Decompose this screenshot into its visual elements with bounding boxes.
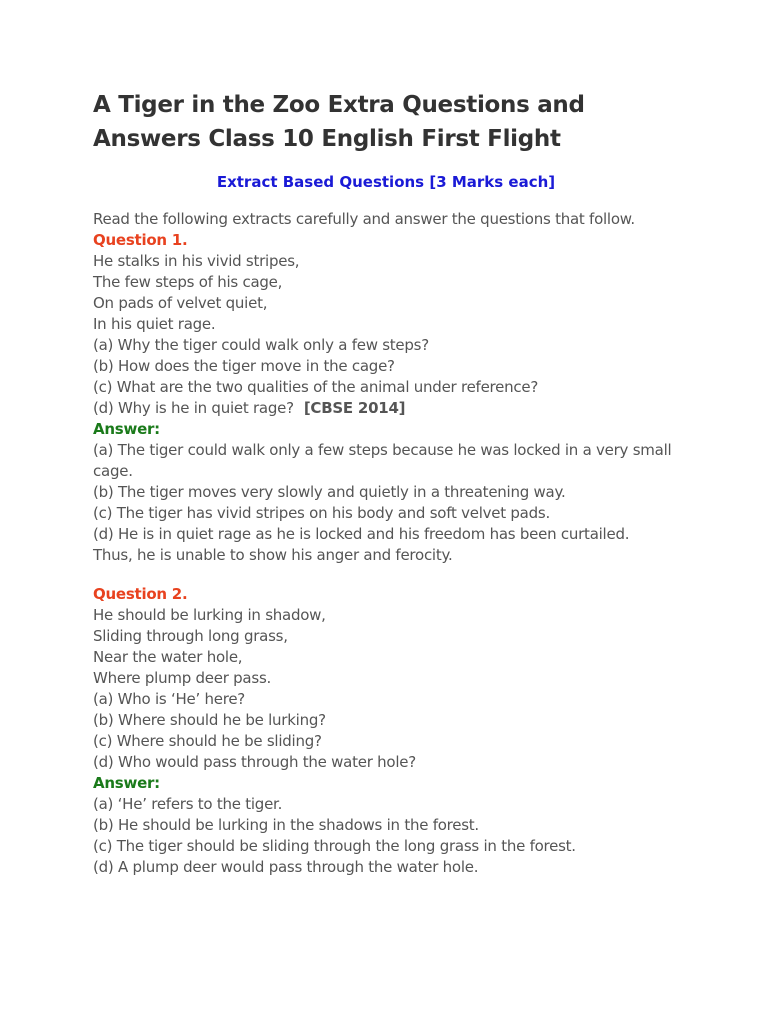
question-2-block [93, 584, 693, 878]
answer-item: Thus, he is unable to show his anger and ferocity. [93, 546, 453, 564]
page-title: A Tiger in the Zoo Extra Questions and Answers Class 10 English First Flight [93, 92, 585, 152]
question-item: (c) Where should he be sliding? [93, 732, 322, 750]
answer-item: (a) The tiger could walk only a few steps because he was locked in a very small cage. [93, 441, 672, 480]
question-item: (a) Who is ‘He’ here? [93, 690, 246, 708]
question-item: (b) Where should he be lurking? [93, 711, 326, 729]
question-item: (a) Why the tiger could walk only a few steps? [93, 336, 429, 354]
intro-text: Read the following extracts carefully and answer the questions that follow. [93, 210, 635, 228]
answer-2-heading: Answer: [93, 774, 160, 792]
extract-line: On pads of velvet quiet, [93, 294, 268, 312]
answer-1-heading: Answer: [93, 420, 160, 438]
extract-line: Near the water hole, [93, 648, 243, 666]
extract-line: The few steps of his cage, [93, 273, 283, 291]
document-page [93, 88, 693, 876]
section-subtitle: Extract Based Questions [3 Marks each] [216, 173, 556, 191]
question-item: (d) Who would pass through the water hole? [93, 753, 416, 771]
answer-item: (b) He should be lurking in the shadows in the forest. [93, 816, 479, 834]
answer-item: (a) ‘He’ refers to the tiger. [93, 795, 283, 813]
answer-item: (b) The tiger moves very slowly and quietly in a threatening way. [93, 483, 566, 501]
question-2-heading: Question 2. [93, 585, 188, 603]
question-1-block [93, 230, 693, 566]
question-item: (c) What are the two qualities of the animal under reference? [93, 378, 539, 396]
question-item: (b) How does the tiger move in the cage? [93, 357, 395, 375]
extract-line: He stalks in his vivid stripes, [93, 252, 300, 270]
question-1-heading: Question 1. [93, 231, 188, 249]
answer-item: (c) The tiger has vivid stripes on his body and soft velvet pads. [93, 504, 550, 522]
exam-tag: [CBSE 2014] [303, 399, 406, 417]
answer-item: (c) The tiger should be sliding through the long grass in the forest. [93, 837, 576, 855]
question-item: (d) Why is he in quiet rage? [93, 399, 294, 417]
answer-item: (d) He is in quiet rage as he is locked and his freedom has been curtailed. [93, 525, 630, 543]
extract-line: He should be lurking in shadow, [93, 606, 326, 624]
extract-line: Where plump deer pass. [93, 669, 272, 687]
question-item-with-tag [93, 398, 693, 419]
extract-line: Sliding through long grass, [93, 627, 288, 645]
extract-line: In his quiet rage. [93, 315, 216, 333]
answer-item: (d) A plump deer would pass through the water hole. [93, 858, 479, 876]
